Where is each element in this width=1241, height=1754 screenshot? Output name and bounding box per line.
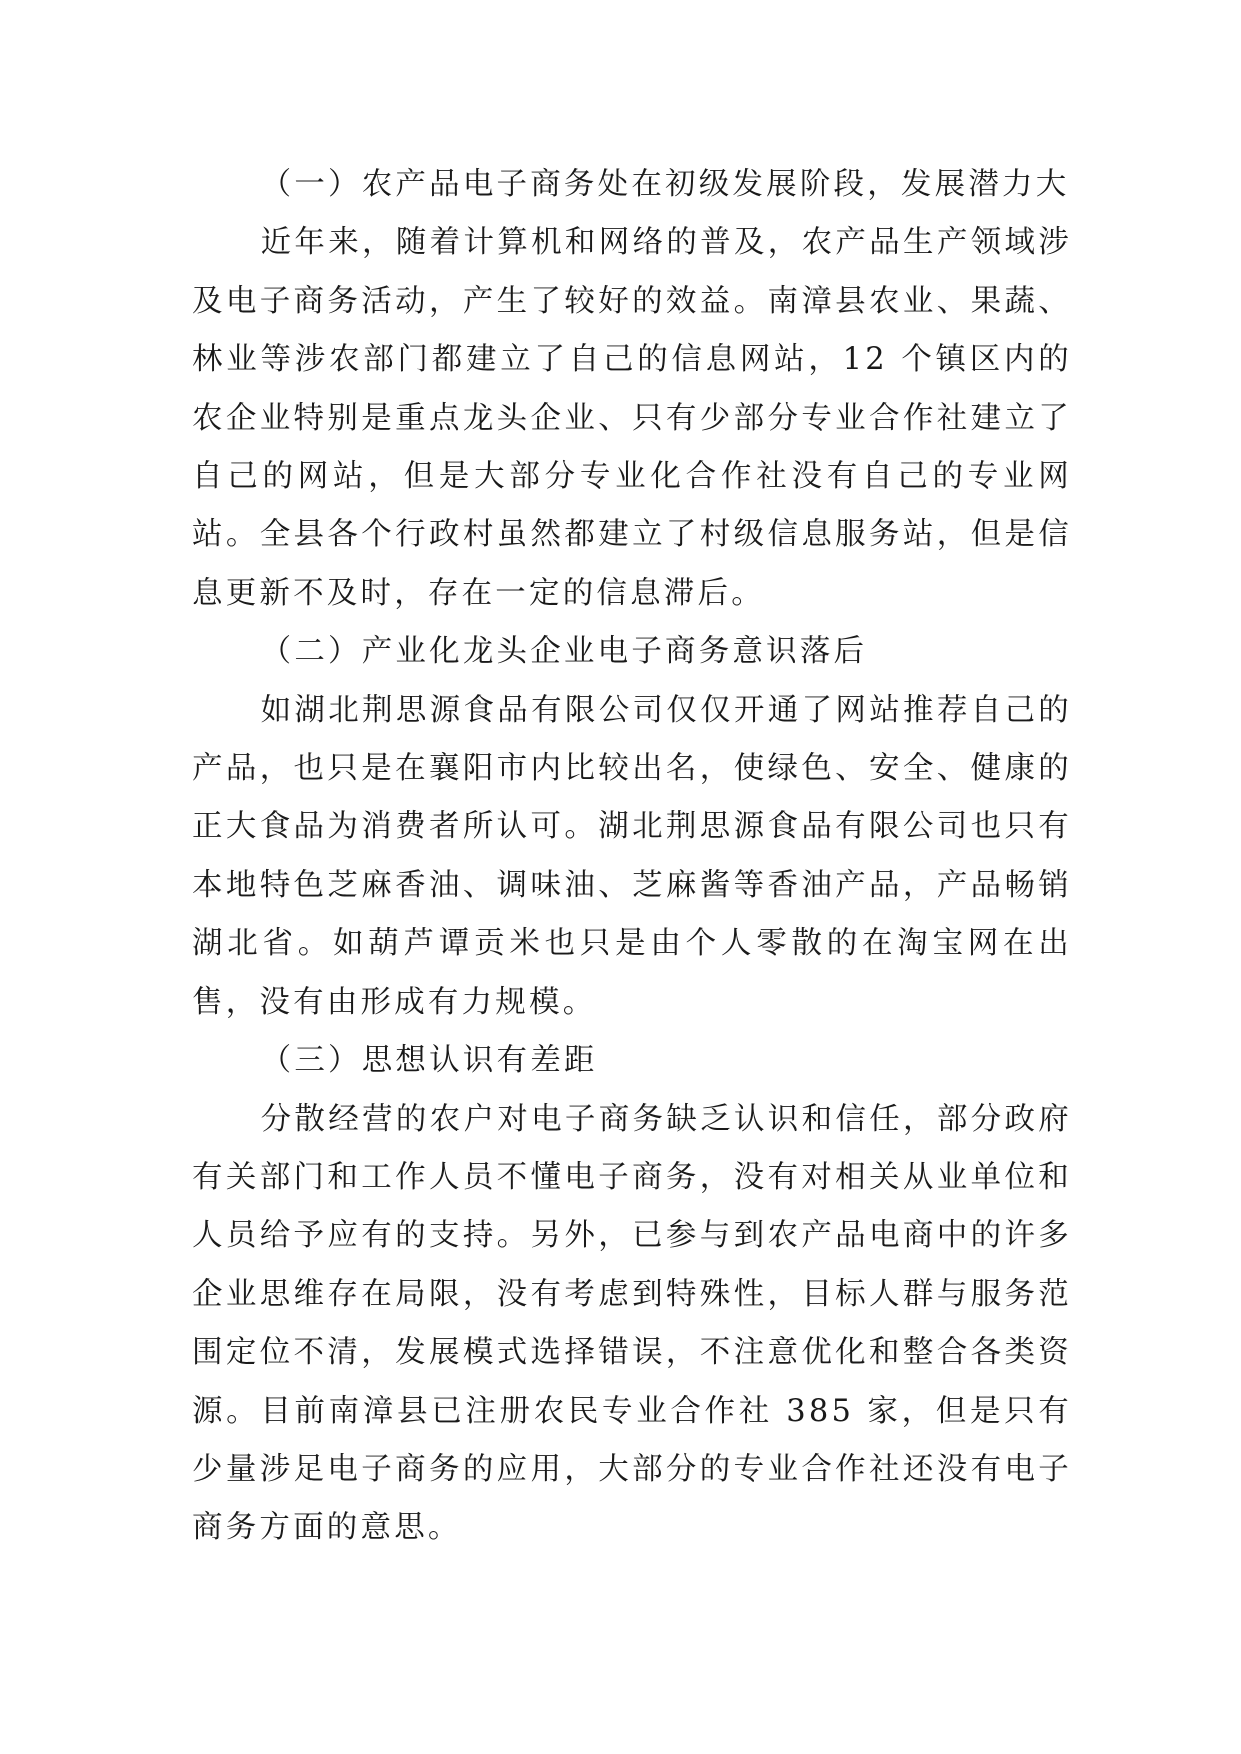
section-heading-2: （二）产业化龙头企业电子商务意识落后 [260,634,868,670]
document-body [192,156,1072,1558]
body-paragraph-1: 近年来，随着计算机和网络的普及，农产品生产领域涉及电子商务活动，产生了较好的效益。南漳县农业、果蔬、林业等涉农部门都建立了自己的信息网站，12 个镇区内的农企业特别是重点龙头企业、只有少部分专业合作社建立了自己的网站，但是大部分专业化合作社没有自己的专业网站。全县各个行政村虽然都建立了村级信息服务站，但是信息更新不及时，存在一定的信息滞后。 [192,225,1072,611]
body-paragraph-3: 分散经营的农户对电子商务缺乏认识和信任，部分政府有关部门和工作人员不懂电子商务，没有对相关从业单位和人员给予应有的支持。另外，已参与到农产品电商中的许多企业思维存在局限，没有考虑到特殊性，目标人群与服务范围定位不清，发展模式选择错误，不注意优化和整合各类资源。目前南漳县已注册农民专业合作社 385 家，但是只有少量涉足电子商务的应用，大部分的专业合作社还没有电子商务方面的意思。 [192,1101,1072,1546]
section-heading-1: （一）农产品电子商务处在初级发展阶段，发展潜力大 [260,167,1070,202]
section-heading-3: （三）思想认识有差距 [260,1043,598,1079]
body-paragraph-2: 如湖北荆思源食品有限公司仅仅开通了网站推荐自己的产品，也只是在襄阳市内比较出名，使绿色、安全、健康的正大食品为消费者所认可。湖北荆思源食品有限公司也只有本地特色芝麻香油、调味油、芝麻酱等香油产品，产品畅销湖北省。如葫芦谭贡米也只是由个人零散的在淘宝网在出售，没有由形成有力规模。 [192,692,1072,1020]
